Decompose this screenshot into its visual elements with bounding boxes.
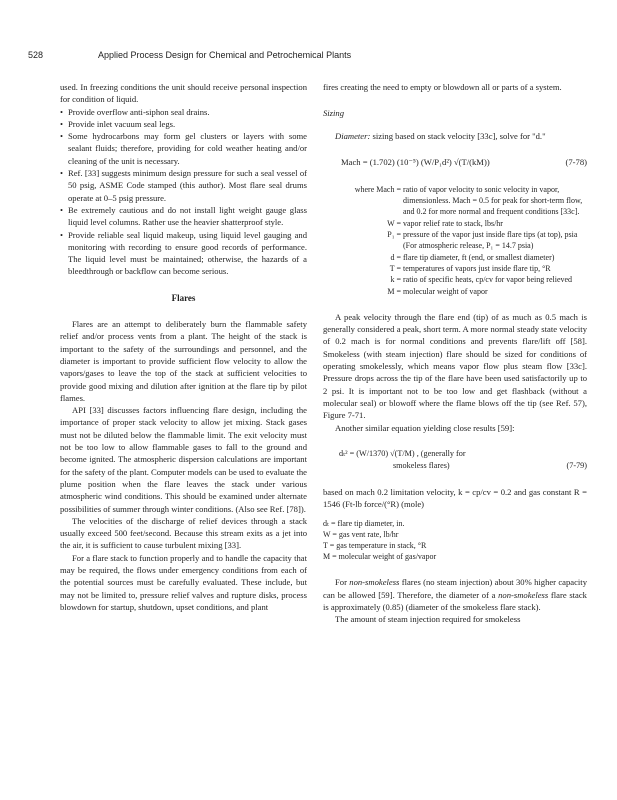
text-run: flare stack is approximately (0.85) (diameter of the smokeless flare stack).: [323, 589, 587, 613]
definition-row: [323, 286, 587, 297]
bullet-text: Provide overflow anti-siphon seal drains.: [68, 106, 210, 117]
definition-text: molecular weight of vapor: [403, 286, 488, 296]
section-heading-flares: Flares: [171, 292, 196, 303]
definition-text: ratio of specific heats, cp/cv for vapor being relieved: [403, 275, 573, 285]
paragraph: The amount of steam injection required for smokeless: [335, 614, 521, 625]
equation-number: (7-79): [566, 460, 587, 470]
definition-symbol: W =: [387, 218, 401, 228]
bullet-icon: •: [60, 229, 64, 240]
paragraph: based on mach 0.2 limitation velocity, k = cp/cv = 0.2 and gas constant R = 1546 (Ft-lb force/(°R) (mole): [323, 486, 587, 510]
paragraph: Another similar equation yielding close results [59]:: [335, 422, 515, 433]
definition-row: [323, 252, 587, 263]
equation-7-79: [323, 448, 587, 472]
definition-symbol: where Mach =: [354, 184, 401, 194]
definition-text: vapor relief rate to stack, lbs/hr: [403, 218, 503, 228]
equation-number: (7-78): [565, 156, 587, 167]
definition-text: flare tip diameter, ft (end, or smallest diameter): [403, 252, 555, 262]
definition-line: T = gas temperature in stack, °R: [323, 541, 427, 551]
italic-term: non-smokeless: [349, 577, 400, 588]
definition-symbol: d =: [390, 252, 401, 262]
bullet-icon: •: [60, 131, 64, 142]
bullet-item: [60, 204, 307, 229]
definition-row: [323, 263, 587, 274]
equation-body-continued: smokeless flares): [393, 460, 450, 470]
definition-row: [323, 274, 587, 285]
equation-body: Mach = (1.702) (10⁻⁵) (W/P₁d²) √(T/(kM)): [341, 156, 490, 167]
definition-row: [323, 184, 587, 218]
definition-symbol: M =: [387, 286, 401, 296]
definition-row: [323, 218, 587, 229]
paragraph: The velocities of the discharge of relief devices through a stack usually exceed 500 feet/second. Because this stream exits as a jet into the air, it is sufficient to cause turbulent mixing [33].: [60, 515, 307, 551]
bullet-icon: •: [60, 204, 64, 215]
bullet-text: Provide inlet vacuum seal legs.: [68, 118, 176, 129]
definition-line: M = molecular weight of gas/vapor: [323, 552, 437, 562]
definition-line: dₜ = flare tip diameter, in.: [323, 519, 405, 529]
paragraph: Flares are an attempt to deliberately burn the flammable safety relief and/or process vents from a plant. The height of the stack is important to the safety of the surroundings and personnel, and the diameter is important to provide sufficient flow velocity to allow the vapors/gases to leave the top of the stack at sufficient velocities to provide good mixing and dilution after ignition at the flare tip by pilot flames.: [60, 319, 307, 403]
bullet-item: [60, 167, 307, 204]
bullet-item: [60, 229, 307, 278]
non-smokeless-paragraph: [323, 576, 587, 613]
equation-body: dₜ² = (W/1370) √(T/M) , (generally for: [339, 448, 466, 458]
definition-symbol: T =: [389, 263, 401, 273]
variable-definitions: [323, 184, 587, 297]
bullet-text: Ref. [33] suggests minimum design pressure for such a seal vessel of 50 psig, ASME Code stamped (this author). Most flare seal drums operate at 0–5 psig pressure.: [68, 168, 307, 203]
left-column: [60, 81, 307, 613]
bullet-icon: •: [60, 168, 64, 179]
paragraph: fires creating the need to empty or blowdown all or parts of a system.: [323, 82, 562, 92]
bullet-text: Be extremely cautious and do not install light weight gauge glass liquid level columns. Rather use the heavier shatterproof style.: [68, 204, 307, 228]
text-run: For: [335, 577, 350, 588]
page-number: 528: [28, 50, 44, 60]
bullet-icon: •: [60, 118, 64, 129]
diameter-text: sizing based on stack velocity [33c], solve for "d.": [370, 130, 546, 141]
spacer: [323, 510, 587, 518]
bullet-item: [60, 118, 307, 130]
definition-symbol: k =: [390, 275, 401, 285]
paragraph: A peak velocity through the flare end (tip) of as much as 0.5 mach is generally considered a peak, short term. A more normal steady state velocity of 0.2 mach is for normal conditions and prevents flare/lift off [58]. Smokeless (with steam injection) flare should be sized for conditions of operating smokelessly, which means vapor flow plus steam flow [33c]. Pressure drops across the tip of the flare have been used satisfactorily up to 2 psi. It is important not to be too low and get flashback (without a molecular seal) or blowoff where the flame blows off the tip (see Ref. 57), Figure 7-71.: [323, 311, 587, 421]
bullet-text: Provide reliable seal liquid makeup, using liquid level gauging and monitoring with recording to ensure good records of performance. The liquid level must be maintained; otherwise, the hazards of a bleedthrough or backflow can become serious.: [68, 229, 307, 277]
definition-row: [323, 229, 587, 252]
right-column: [323, 81, 587, 626]
text-run: flares (no steam injection) about 30% higher capacity can be allowed [59]. Therefore, the diameter of a: [323, 577, 587, 600]
paragraph: For a flare stack to function properly and to handle the capacity that may be required, the flows under emergency conditions from each of the potential sources must be carefully evaluated. These include, but may not be limited to, pressure relief valves and rupture disks, process blowdown for startup, shutdown, upset conditions, and plant: [60, 552, 307, 612]
definition-text: ratio of vapor velocity to sonic velocity in vapor, dimensionless. Mach = 0.5 for peak for short-term flow, and 0.2 for more normal and frequent conditions [33c].: [403, 184, 583, 217]
diameter-label: Diameter:: [335, 130, 371, 141]
bullet-text: Some hydrocarbons may form gel clusters or layers with some sealant fluids; therefore, providing for cold weather heating and/or cleaning of the unit is necessary.: [68, 131, 307, 166]
definition-text: temperatures of vapors just inside flare tip, °R: [403, 263, 551, 273]
definition-line: W = gas vent rate, lb/hr: [323, 530, 399, 540]
section-heading-sizing: Sizing: [323, 108, 345, 119]
italic-term: non-smokeless: [498, 589, 549, 600]
paragraph: used. In freezing conditions the unit should receive personal inspection for condition of liquid.: [60, 82, 307, 105]
equation-7-78: [323, 156, 587, 170]
variable-definitions-2: [323, 518, 587, 562]
running-title: Applied Process Design for Chemical and Petrochemical Plants: [98, 50, 352, 60]
bullet-icon: •: [60, 106, 64, 117]
bullet-item: [60, 130, 307, 167]
page-header: [28, 50, 588, 64]
bullet-item: [60, 106, 307, 118]
diameter-paragraph: [323, 130, 587, 142]
definition-text: pressure of the vapor just inside flare tips (at top), psia (For atmospheric release, P₁ = 14.7 psia): [403, 230, 578, 251]
paragraph: API [33] discusses factors influencing flare design, including the importance of proper stack velocity to allow jet mixing. Stack gases must not be diluted below the flammable limit. The exit velocity must not be too low to allow flammable gases to fall to the ground and become ignited. The atmospheric dispersion calculations are important for the safety of the plant. Computer models can be used to evaluate the plume position when the flare leaves the stack under various atmospheric wind conditions. This should be examined under alternate possibilities of summer through winter conditions. (Also see Ref. [78]).: [60, 405, 307, 514]
definition-symbol: P₁ =: [387, 230, 401, 240]
